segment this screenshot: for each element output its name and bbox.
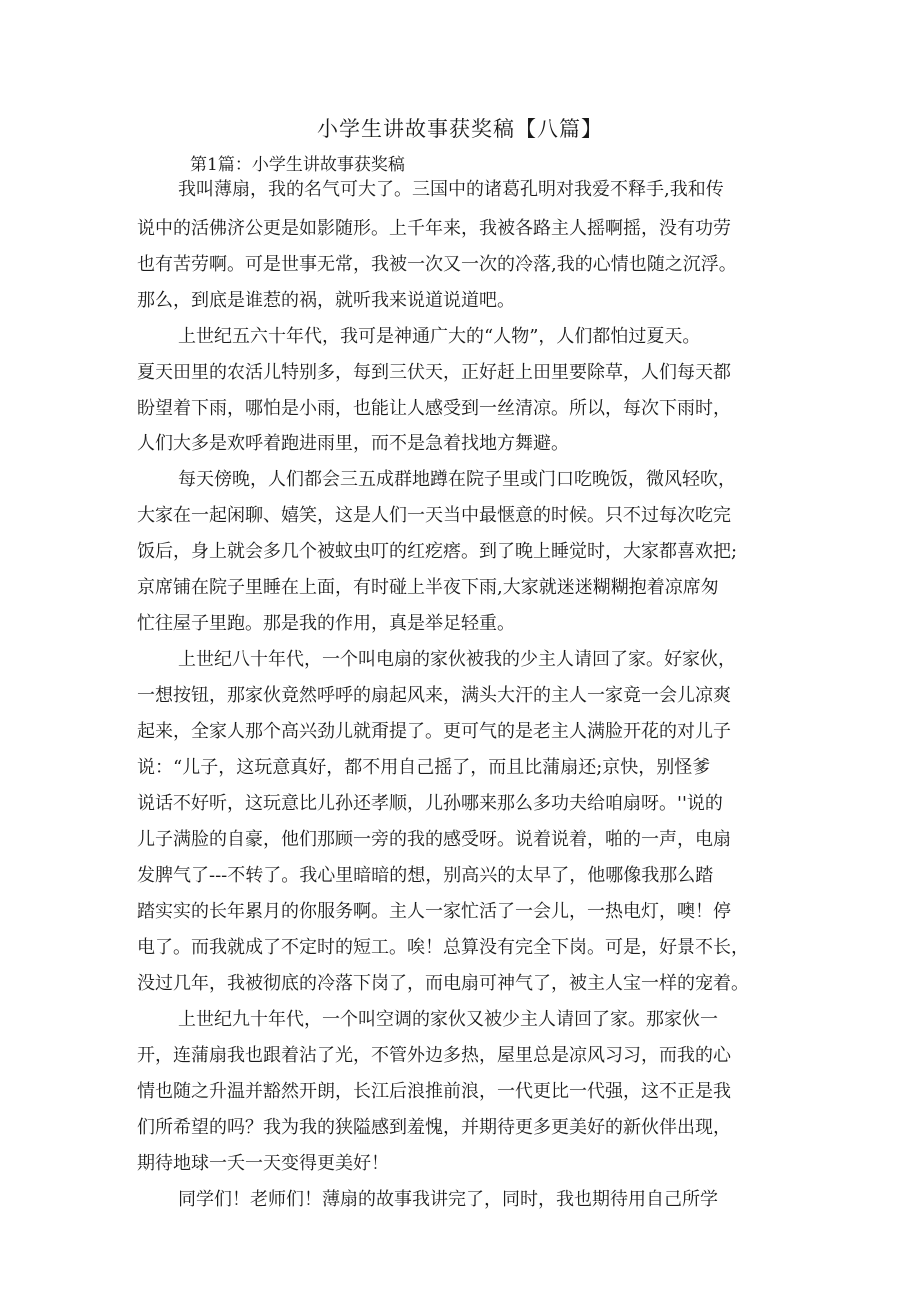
text-line: 夏天田里的农活儿特别多，每到三伏天，正好赶上田里要除草，人们每天都 — [137, 362, 731, 383]
text-line: 情也随之升温并豁然开朗，长江后浪推前浪，一代更比一代强，这不正是我 — [137, 1081, 731, 1102]
text-line: 说：“儿子，这玩意真好，都不用自己摇了，而且比蒲扇还;京快，别怪爹 — [137, 757, 711, 778]
text-line: 们所希望的吗？我为我的狭隘感到羞愧，并期待更多更美好的新伙伴出现， — [137, 1117, 731, 1138]
text-line: 那么，到底是谁惹的祸，就听我来说道说道吧。 — [137, 290, 515, 311]
text-line: 说话不好听，这玩意比儿孙还孝顺，儿孙哪来那么多功夫给咱扇呀。''说的 — [137, 793, 723, 814]
text-line: 期待地球一夭一天变得更美好！ — [137, 1153, 389, 1174]
text-line: 起来，全家人那个高兴劲儿就甭提了。更可气的是老主人满脸开花的对儿子 — [137, 721, 731, 742]
text-line: 没过几年，我被彻底的冷落下岗了，而电扇可神气了，被主人宝一样的宠着。 — [137, 973, 749, 994]
document-title: 小学生讲故事获奖稿【八篇】 — [317, 117, 603, 141]
text-line: 忙往屋子里跑。那是我的作用，真是举足轻重。 — [137, 613, 515, 634]
text-line: 一想按钮，那家伙竟然呼呼的扇起风来，满头大汗的主人一家竟一会儿凉爽 — [137, 685, 731, 706]
text-line: 儿子满脸的自豪，他们那顾一旁的我的感受呀。说着说着，啪的一声，电扇 — [137, 829, 731, 850]
text-line: 大家在一起闲聊、嬉笑，这是人们一天当中最惬意的时候。只不过每次吃完 — [137, 505, 731, 526]
text-line: 发脾气了---不转了。我心里暗暗的想，别高兴的太早了，他哪像我那么踏 — [137, 865, 714, 886]
text-line: 同学们！老师们！薄扇的故事我讲完了，同时，我也期待用自己所学 — [178, 1189, 718, 1210]
text-line: 上世纪九十年代，一个叫空调的家伙又被少主人请回了家。那家伙一 — [178, 1009, 718, 1030]
text-line: 也有苦劳啊。可是世事无常，我被一次又一次的冷落,我的心情也随之沉浮。 — [137, 254, 737, 275]
text-line: 上世纪八十年代，一个叫电扇的家伙被我的少主人请回了家。好家伙， — [178, 649, 736, 670]
text-line: 开，连蒲扇我也跟着沾了光，不管外边多热，屋里总是凉风习习，而我的心 — [137, 1045, 731, 1066]
text-line: 人们大多是欢呼着跑进雨里，而不是急着找地方舞避。 — [137, 433, 569, 454]
text-line: 踏实实的长年累月的你服务啊。主人一家忙活了一会儿，一热电灯，噢！停 — [137, 901, 731, 922]
text-line: 每天傍晚，人们都会三五成群地蹲在院子里或门口吃晚饭，微风轻吹， — [178, 469, 736, 490]
section-heading: 第1篇：小学生讲故事获奖稿 — [190, 155, 405, 175]
text-line: 电了。而我就成了不定时的短工。唉！总算没有完全下岗。可是，好景不长， — [137, 937, 749, 958]
text-line: 上世纪五六十年代，我可是神通广大的“人物”，人们都怕过夏天。 — [178, 326, 701, 347]
text-line: 盼望着下雨，哪怕是小雨，也能让人感受到一丝清凉。所以，每次下雨时， — [137, 398, 731, 419]
text-line: 饭后，身上就会多几个被蚊虫叮的红疙瘩。到了晚上睡觉时，大家都喜欢把; — [137, 541, 738, 562]
text-line: 我叫薄扇，我的名气可大了。三国中的诸葛孔明对我爱不释手,我和传 — [178, 179, 724, 200]
text-line: 京席铺在院子里睡在上面，有时碰上半夜下雨,大家就迷迷糊糊抱着凉席匆 — [137, 577, 719, 598]
text-line: 说中的活佛济公更是如影随形。上千年来，我被各路主人摇啊摇，没有功劳 — [137, 218, 731, 239]
